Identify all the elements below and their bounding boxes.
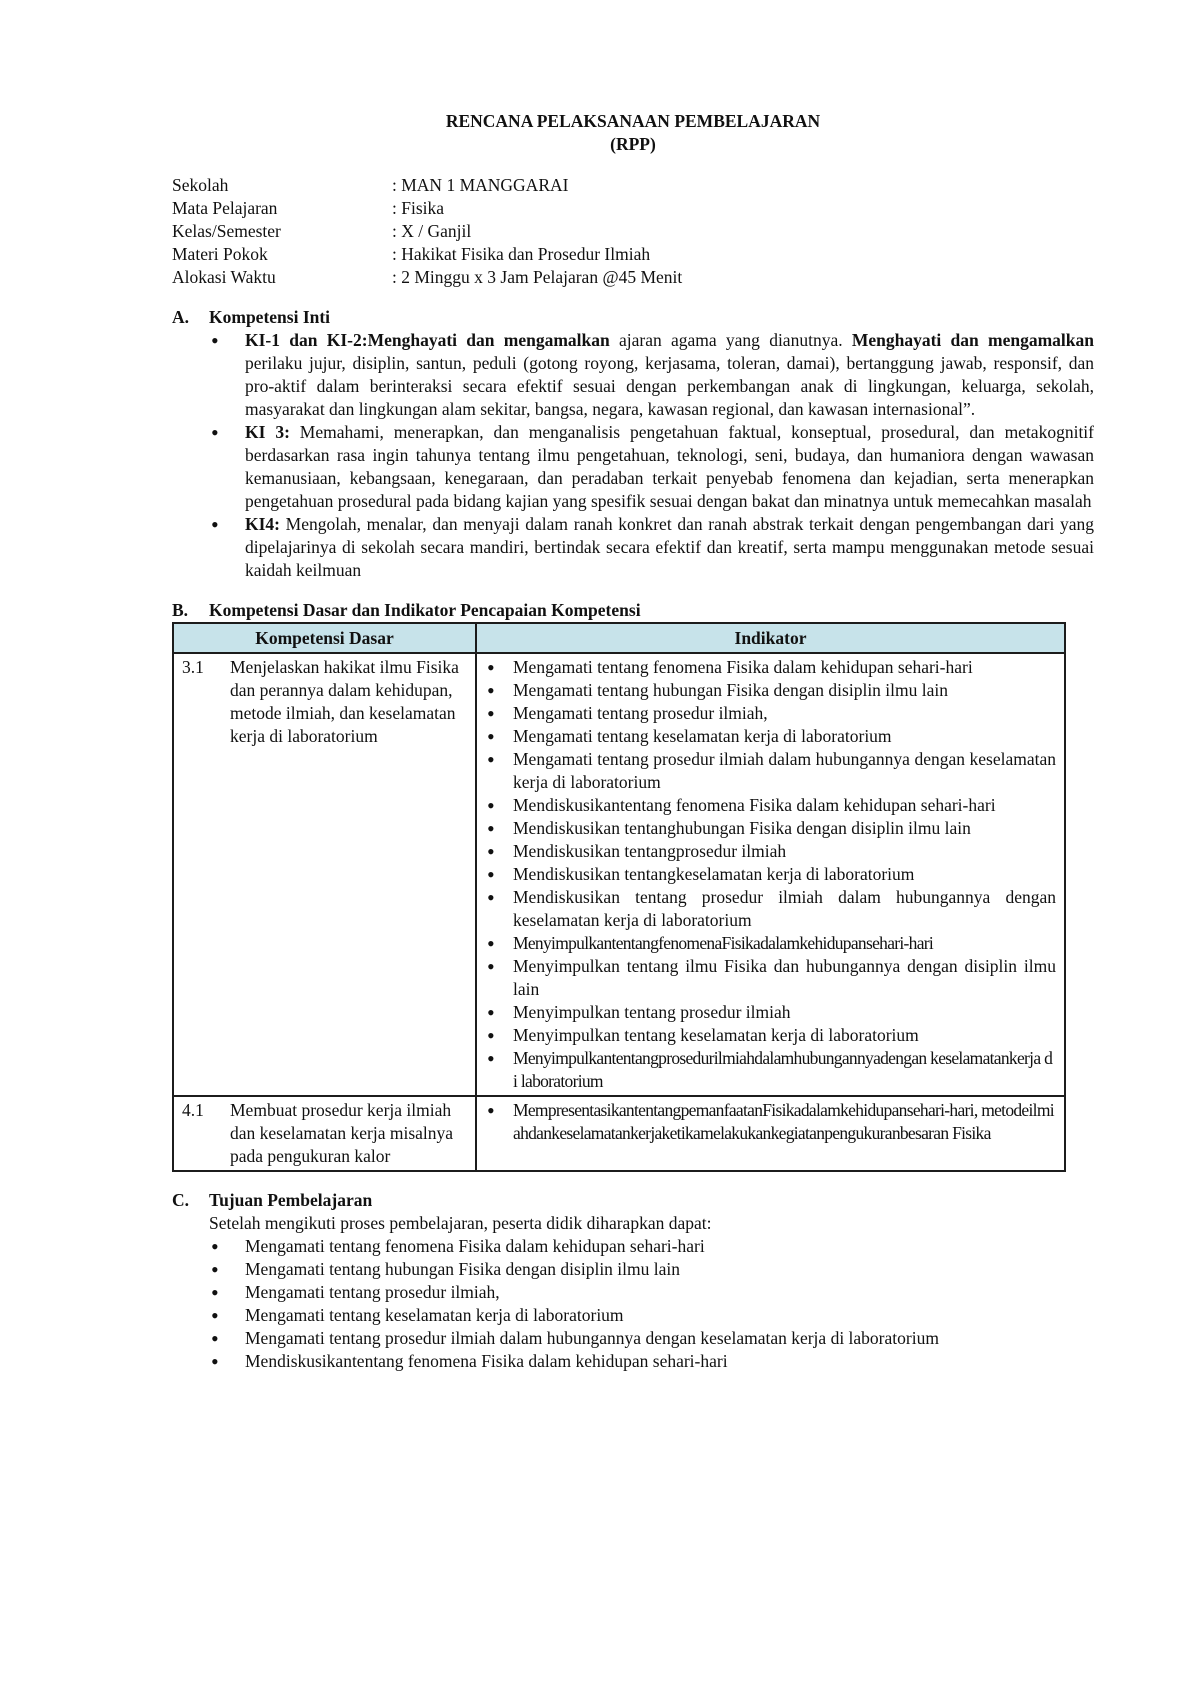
list-item (209, 421, 1094, 513)
meta-row-sekolah (172, 174, 1094, 197)
kd-number: 4.1 (182, 1100, 204, 1120)
list-item: • Mengamati tentang keselamatan kerja di laboratorium (209, 1304, 1094, 1327)
indikator-list (485, 656, 1056, 1093)
section-a-heading (172, 306, 1094, 329)
list-item: • Mengamati tentang keselamatan kerja di laboratorium (485, 725, 1056, 748)
meta-label: Alokasi Waktu (172, 267, 276, 287)
section-letter: C. (172, 1190, 190, 1210)
indikator-cell (476, 653, 1065, 1096)
list-item: • Mengamati tentang prosedur ilmiah, (209, 1281, 1094, 1304)
indikator-list (485, 1099, 1056, 1145)
indikator-cell (476, 1096, 1065, 1171)
column-header-kompetensi-dasar: Kompetensi Dasar (173, 623, 476, 653)
meta-label: Mata Pelajaran (172, 198, 278, 218)
meta-value: : Hakikat Fisika dan Prosedur Ilmiah (392, 244, 651, 264)
section-title: Kompetensi Dasar dan Indikator Pencapaian Kompetensi (209, 600, 641, 620)
list-item: • MenyimpulkantentangfenomenaFisikadalamkehidupansehari-hari (485, 932, 1056, 955)
item-text: perilaku jujur, disiplin, santun, peduli (gotong royong, kerjasama, toleran, damai), bertanggung jawab, responsif, dan pro-aktif dalam berinteraksi secara efektif sesuai dengan perkembangan anak di lingkungan, keluarga, sekolah, masyarakat dan lingkungan alam sekitar, bangsa, negara, kawasan regional, dan kawasan internasional”. (245, 353, 1094, 419)
meta-value: : Fisika (392, 198, 445, 218)
meta-value: : 2 Minggu x 3 Jam Pelajaran @45 Menit (392, 267, 683, 287)
section-title: Tujuan Pembelajaran (209, 1190, 373, 1210)
item-lead: KI4: (245, 514, 280, 534)
list-item: • Mengamati tentang prosedur ilmiah dalam hubungannya dengan keselamatan kerja di laboratorium (209, 1327, 1094, 1350)
meta-label: Kelas/Semester (172, 221, 281, 241)
kompetensi-table (172, 622, 1066, 1172)
tujuan-list (209, 1235, 1094, 1373)
meta-row-mata-pelajaran (172, 197, 1094, 220)
identity-block (172, 174, 1094, 289)
meta-value: : X / Ganjil (392, 221, 472, 241)
kd-number: 3.1 (182, 657, 204, 677)
column-header-indikator: Indikator (476, 623, 1065, 653)
list-item: • Menyimpulkan tentang keselamatan kerja di laboratorium (485, 1024, 1056, 1047)
list-item: • Mendiskusikan tentangkeselamatan kerja di laboratorium (485, 863, 1056, 886)
kd-text: Menjelaskan hakikat ilmu Fisika dan perannya dalam kehidupan, metode ilmiah, dan keselamatan kerja di laboratorium (230, 657, 459, 746)
table-row (173, 1096, 1065, 1171)
item-text: Mengolah, menalar, dan menyaji dalam ranah konkret dan ranah abstrak terkait dengan pengembangan dari yang dipelajarinya di sekolah secara mandiri, bertindak secara efektif dan kreatif, serta mampu menggunakan metode sesuai kaidah keilmuan (245, 514, 1094, 580)
list-item: • Menyimpulkan tentang ilmu Fisika dan hubungannya dengan disiplin ilmu lain (485, 955, 1056, 1001)
meta-label: Sekolah (172, 175, 229, 195)
meta-row-kelas-semester (172, 220, 1094, 243)
list-item: • Mendiskusikan tentangprosedur ilmiah (485, 840, 1056, 863)
list-item: • Mendiskusikantentang fenomena Fisika dalam kehidupan sehari-hari (485, 794, 1056, 817)
list-item: • Mendiskusikan tentanghubungan Fisika dengan disiplin ilmu lain (485, 817, 1056, 840)
list-item: • MempresentasikantentangpemanfaatanFisikadalamkehidupansehari-hari, metodeilmiahdankeselamatankerjaketikamelakukankegiatanpengukuranbesaran Fisika (485, 1099, 1056, 1145)
section-letter: A. (172, 307, 190, 327)
list-item: • Mengamati tentang fenomena Fisika dalam kehidupan sehari-hari (209, 1235, 1094, 1258)
list-item (209, 513, 1094, 582)
kd-text: Membuat prosedur kerja ilmiah dan keselamatan kerja misalnya pada pengukuran kalor (230, 1100, 454, 1166)
section-title: Kompetensi Inti (209, 307, 331, 327)
list-item: • Mengamati tentang hubungan Fisika dengan disiplin ilmu lain (209, 1258, 1094, 1281)
kd-cell (173, 1096, 476, 1171)
item-text: ajaran agama yang dianutnya. (609, 330, 852, 350)
section-c-heading (172, 1189, 1094, 1212)
list-item: • Menyimpulkan tentang prosedur ilmiah (485, 1001, 1056, 1024)
list-item: • Menyimpulkantentangprosedurilmiahdalamhubungannyadengan keselamatankerja di laboratorium (485, 1047, 1056, 1093)
item-lead: KI 3: (245, 422, 290, 442)
item-emphasis: Menghayati dan mengamalkan (851, 330, 1095, 350)
kd-cell (173, 653, 476, 1096)
meta-label: Materi Pokok (172, 244, 268, 264)
tujuan-intro: Setelah mengikuti proses pembelajaran, peserta didik diharapkan dapat: (209, 1213, 712, 1233)
list-item: • Mengamati tentang hubungan Fisika dengan disiplin ilmu lain (485, 679, 1056, 702)
section-letter: B. (172, 600, 189, 620)
document-title: RENCANA PELAKSANAAN PEMBELAJARAN (445, 111, 821, 131)
item-lead: KI-1 dan KI-2:Menghayati dan mengamalkan (245, 330, 610, 350)
meta-row-alokasi-waktu (172, 266, 1094, 289)
table-row (173, 653, 1065, 1096)
meta-value: : MAN 1 MANGGARAI (392, 175, 569, 195)
document-subtitle: (RPP) (610, 134, 656, 154)
list-item: • Mengamati tentang fenomena Fisika dalam kehidupan sehari-hari (485, 656, 1056, 679)
table-header-row (173, 623, 1065, 653)
list-item: • Mendiskusikantentang fenomena Fisika dalam kehidupan sehari-hari (209, 1350, 1094, 1373)
kompetensi-inti-list (209, 329, 1094, 582)
meta-row-materi-pokok (172, 243, 1094, 266)
document-page (172, 110, 1094, 1373)
list-item (209, 329, 1094, 421)
section-b-heading (172, 599, 1094, 622)
list-item: • Mendiskusikan tentang prosedur ilmiah dalam hubungannya dengan keselamatan kerja di laboratorium (485, 886, 1056, 932)
item-text: Memahami, menerapkan, dan menganalisis pengetahuan faktual, konseptual, prosedural, dan metakognitif berdasarkan rasa ingin tahunya tentang ilmu pengetahuan, teknologi, seni, budaya, dan humaniora dengan wawasan kemanusiaan, kebangsaan, kenegaraan, dan peradaban terkait penyebab fenomena dan kejadian, serta menerapkan pengetahuan prosedural pada bidang kajian yang spesifik sesuai dengan bakat dan minatnya untuk memecahkan masalah (245, 422, 1094, 511)
list-item: • Mengamati tentang prosedur ilmiah, (485, 702, 1056, 725)
list-item: • Mengamati tentang prosedur ilmiah dalam hubungannya dengan keselamatan kerja di laboratorium (485, 748, 1056, 794)
